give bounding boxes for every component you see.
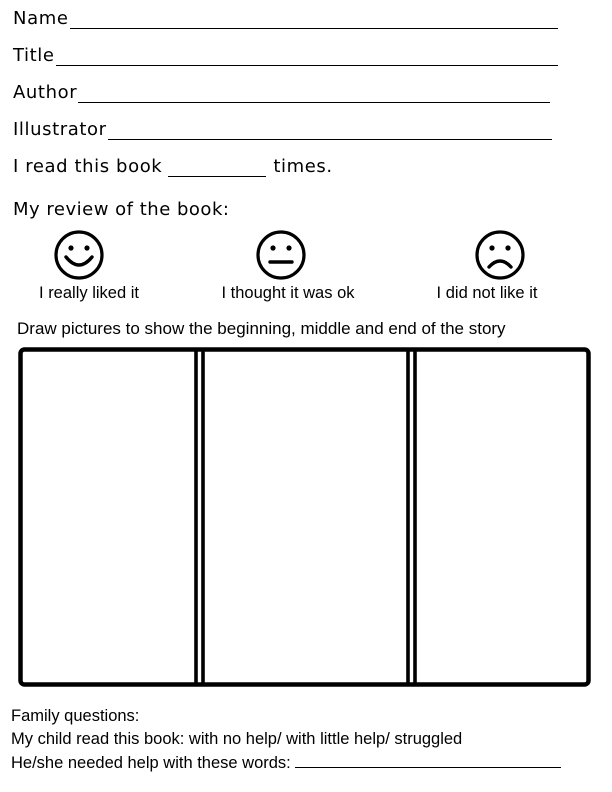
times-read-input-line[interactable] xyxy=(168,158,266,177)
times-read-prefix: I read this book xyxy=(13,156,163,177)
name-input-line[interactable] xyxy=(70,10,558,29)
family-questions-heading: Family questions: xyxy=(11,707,140,725)
name-label: Name xyxy=(13,8,69,29)
middle-panel[interactable] xyxy=(206,352,406,682)
drawing-instruction: Draw pictures to show the beginning, middle and end of the story xyxy=(17,319,506,338)
neutral-face-icon[interactable] xyxy=(255,229,307,281)
author-field xyxy=(13,82,550,103)
title-input-line[interactable] xyxy=(56,47,558,66)
help-words-question xyxy=(11,753,561,773)
illustrator-input-line[interactable] xyxy=(108,121,552,140)
help-words-input-line[interactable] xyxy=(295,753,561,768)
did-not-like-label: I did not like it xyxy=(436,284,538,302)
name-field xyxy=(13,8,558,29)
times-read-field xyxy=(13,156,333,177)
illustrator-label: Illustrator xyxy=(13,119,107,140)
drawing-panels xyxy=(18,347,591,687)
read-with-help-question: My child read this book: with no help/ with little help/ struggled xyxy=(11,730,463,748)
thought-ok-label: I thought it was ok xyxy=(221,284,355,302)
times-read-suffix: times. xyxy=(273,156,333,177)
title-label: Title xyxy=(13,45,55,66)
sad-face-icon[interactable] xyxy=(474,229,526,281)
help-words-label: He/she needed help with these words: xyxy=(11,754,291,772)
review-heading: My review of the book: xyxy=(13,199,230,220)
happy-face-icon[interactable] xyxy=(53,229,105,281)
author-input-line[interactable] xyxy=(78,84,550,103)
author-label: Author xyxy=(13,82,78,103)
beginning-panel[interactable] xyxy=(23,352,194,682)
really-liked-label: I really liked it xyxy=(39,284,139,302)
end-panel[interactable] xyxy=(418,352,586,682)
title-field xyxy=(13,45,558,66)
illustrator-field xyxy=(13,119,552,140)
